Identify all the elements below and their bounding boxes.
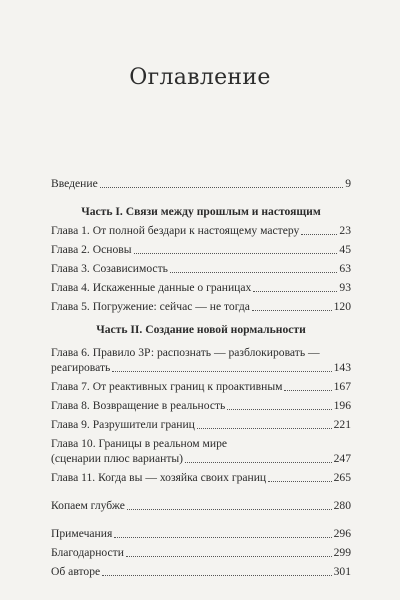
toc-entry-page: 301 (333, 565, 351, 578)
toc-entry-chapter-4 (51, 280, 351, 295)
dot-leader (112, 370, 331, 372)
toc-entry-page: 280 (333, 499, 351, 512)
toc-entry-deeper (51, 498, 351, 513)
toc-entry-page: 167 (333, 380, 351, 393)
toc-entry-page: 299 (333, 546, 351, 559)
toc-entry-page: 23 (339, 224, 351, 237)
toc-entry-label: Глава 2. Основы (51, 243, 132, 256)
toc-entry-chapter-6 (51, 345, 351, 375)
dot-leader (126, 555, 332, 557)
toc-entry-page: 221 (333, 418, 351, 431)
toc-entry-label: Глава 5. Погружение: сейчас — не тогда (51, 300, 250, 313)
dot-leader (253, 290, 337, 292)
toc-entry-label: Копаем глубже (51, 499, 125, 512)
toc-entry-page: 45 (339, 243, 351, 256)
toc-entry-label: Глава 11. Когда вы — хозяйка своих границ (51, 471, 267, 484)
toc-entry-label: Благодарности (51, 546, 124, 559)
toc-entry-page: 120 (333, 300, 351, 313)
toc-entry-label: Глава 9. Разрушители границ (51, 418, 195, 431)
dot-leader (170, 271, 337, 273)
toc-entry-page: 63 (339, 262, 351, 275)
toc-entry-chapter-2 (51, 242, 351, 257)
toc-entry-page: 93 (339, 281, 351, 294)
toc-entry-label: Примечания (51, 527, 113, 540)
dot-leader (227, 408, 331, 410)
toc-entry-chapter-10 (51, 436, 351, 466)
part-1-heading: Часть I. Связи между прошлым и настоящим (81, 205, 321, 218)
toc-entry-label-continued: реагировать (51, 361, 111, 374)
toc-entry-label: Глава 10. Границы в реальном мире (51, 437, 228, 450)
toc-entry-chapter-1 (51, 223, 351, 238)
page-title: Оглавление (129, 65, 271, 90)
dot-leader (102, 574, 331, 576)
dot-leader (127, 508, 332, 510)
table-of-contents (51, 176, 351, 579)
dot-leader (268, 480, 331, 482)
toc-entry-notes (51, 526, 351, 541)
dot-leader (284, 389, 331, 391)
toc-entry-label: Глава 3. Созависимость (51, 262, 168, 275)
toc-entry-chapter-3 (51, 261, 351, 276)
toc-entry-label: Введение (51, 177, 98, 190)
toc-entry-label-continued: (сценарии плюс варианты) (51, 452, 184, 465)
toc-entry-label: Глава 8. Возвращение в реальность (51, 399, 226, 412)
toc-entry-page: 143 (333, 361, 351, 374)
dot-leader (252, 309, 332, 311)
dot-leader (301, 233, 337, 235)
toc-entry-page: 196 (333, 399, 351, 412)
toc-entry-page: 9 (345, 177, 351, 190)
toc-entry-chapter-5 (51, 299, 351, 314)
toc-entry-label: Глава 7. От реактивных границ к проактивным (51, 380, 283, 393)
toc-entry-label: Об авторе (51, 565, 101, 578)
toc-entry-chapter-8 (51, 398, 351, 413)
toc-entry-chapter-9 (51, 417, 351, 432)
toc-entry-author (51, 564, 351, 579)
dot-leader (197, 427, 332, 429)
dot-leader (134, 252, 338, 254)
dot-leader (114, 536, 331, 538)
dot-leader (185, 461, 332, 463)
toc-entry-chapter-7 (51, 379, 351, 394)
toc-entry-chapter-11 (51, 470, 351, 485)
toc-entry-label: Глава 4. Искаженные данные о границах (51, 281, 252, 294)
toc-entry-label: Глава 1. От полной бездари к настоящему мастеру (51, 224, 300, 237)
toc-entry-page: 296 (333, 527, 351, 540)
dot-leader (100, 186, 343, 188)
toc-entry-intro (51, 176, 351, 191)
toc-entry-page: 247 (333, 452, 351, 465)
part-2-heading: Часть II. Создание новой нормальности (96, 323, 306, 336)
toc-entry-thanks (51, 545, 351, 560)
toc-entry-label: Глава 6. Правило 3Р: распознать — разблокировать — (51, 346, 320, 359)
toc-entry-page: 265 (333, 471, 351, 484)
